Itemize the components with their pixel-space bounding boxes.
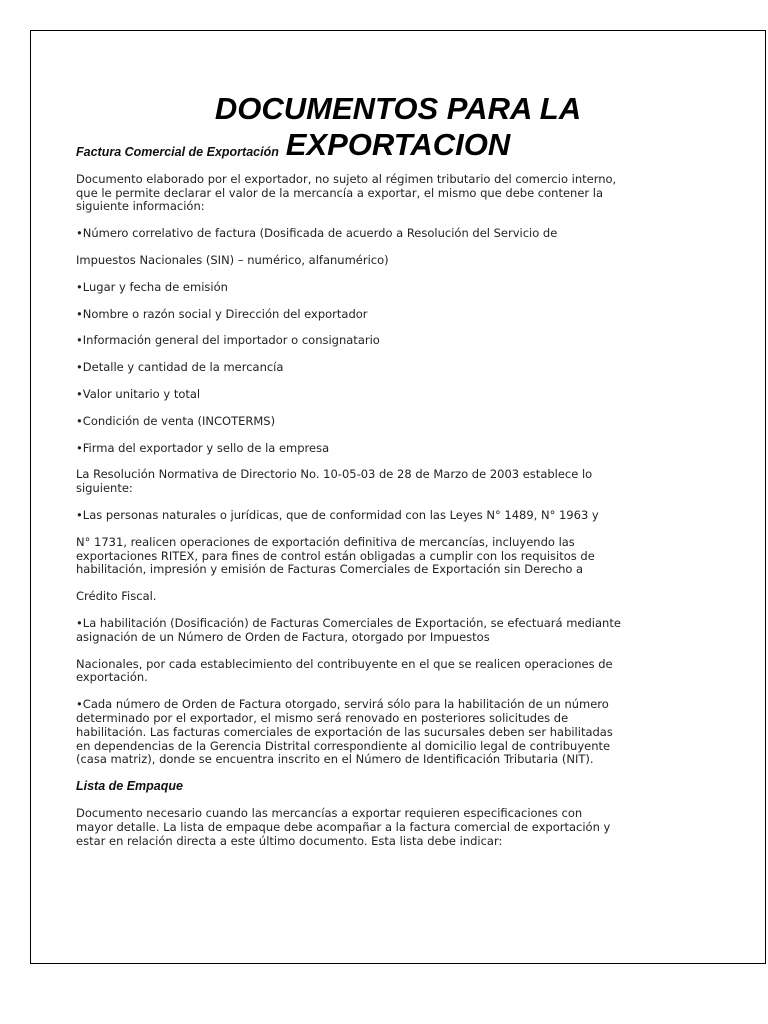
paragraph: •La habilitación (Dosificación) de Facturas Comerciales de Exportación, se efectuará mediante asignación de un Número de Orden de Factura, otorgado por Impuestos [76,615,621,644]
paragraph: La Resolución Normativa de Directorio No. 10-05-03 de 28 de Marzo de 2003 establece lo siguiente: [76,467,593,496]
paragraph: •Condición de venta (INCOTERMS) [76,413,276,428]
paragraph: Documento elaborado por el exportador, no sujeto al régimen tributario del comercio interno, que le permite declarar el valor de la mercancía a exportar, el mismo que debe contener la siguiente información: [76,171,617,214]
paragraph: •Detalle y cantidad de la mercancía [76,360,284,375]
paragraph: •Información general del importador o consignatario [76,333,380,348]
document-body [76,146,621,861]
paragraph: Impuestos Nacionales (SIN) – numérico, alfanumérico) [76,252,389,267]
paragraph: •Lugar y fecha de emisión [76,279,228,294]
section-heading-lista-empaque: Lista de Empaque [76,779,183,794]
section-heading-factura: Factura Comercial de Exportación [76,145,279,159]
paragraph: N° 1731, realicen operaciones de exportación definitiva de mercancías, incluyendo las exportaciones RITEX, para fines de control están obligadas a cumplir con los requisitos de habilitación, impresión y emisión de Facturas Comerciales de Exportación sin Derecho a [76,534,595,577]
paragraph: •Valor unitario y total [76,386,201,401]
paragraph: •Las personas naturales o jurídicas, que de conformidad con las Leyes N° 1489, N° 1963 y [76,507,599,522]
paragraph: Documento necesario cuando las mercancías a exportar requieren especificaciones con mayor detalle. La lista de empaque debe acompañar a la factura comercial de exportación y estar en relación directa a este último documento. Esta lista debe indicar: [76,805,611,848]
title-line-1: DOCUMENTOS PARA LA [214,91,582,126]
paragraph: Crédito Fiscal. [76,589,157,604]
paragraph: Nacionales, por cada establecimiento del contribuyente en el que se realicen operaciones de exportación. [76,656,613,685]
paragraph: •Cada número de Orden de Factura otorgado, servirá sólo para la habilitación de un número determinado por el exportador, el mismo será renovado en posteriores solicitudes de habilitación. Las facturas comerciales de exportación de las sucursales deben ser habilitadas en dependencias de la Gerencia Distrital correspondiente al domicilio legal de contribuyente (casa matriz), donde se encuentra inscrito en el Número de Identificación Tributaria (NIT). [76,697,613,767]
paragraph: •Nombre o razón social y Dirección del exportador [76,306,368,321]
title-line-2: EXPORTACION [285,127,511,162]
paragraph: •Firma del exportador y sello de la empresa [76,440,330,455]
paragraph: •Número correlativo de factura (Dosificada de acuerdo a Resolución del Servicio de [76,226,558,241]
